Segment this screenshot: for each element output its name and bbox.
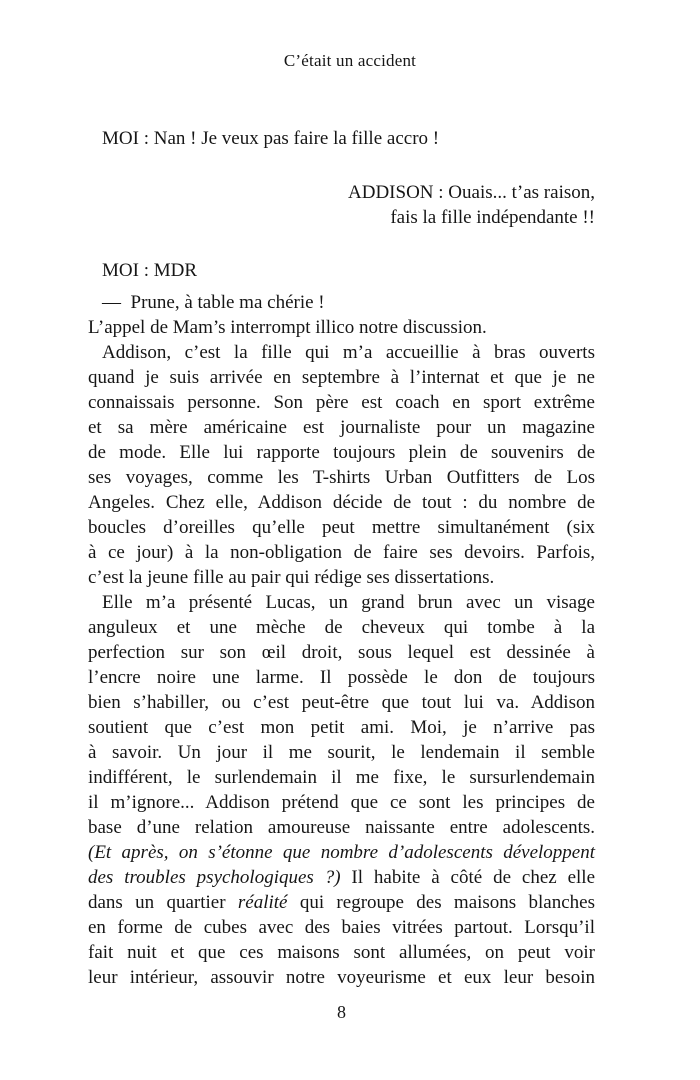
- dialog-addison-line: [88, 180, 595, 205]
- text-segment: à savoir. Un jour il me sourit, le lendemain il semble: [88, 742, 595, 763]
- text-segment: base d’une relation amoureuse naissante entre adolescents.: [88, 817, 595, 838]
- text-segment: leur intérieur, assouvir notre voyeurisme et eux leur besoin: [88, 967, 595, 988]
- narration-lucas-portrait-line: [88, 940, 595, 965]
- narration-addison-portrait-line: [88, 340, 595, 365]
- text-segment: connaissais personne. Son père est coach en sport extrême: [88, 392, 595, 413]
- narration-lucas-portrait-line: [88, 965, 595, 990]
- text-segment: Angeles. Chez elle, Addison décide de tout : du nombre de: [88, 492, 595, 513]
- narration-addison-portrait-line: [88, 490, 595, 515]
- narration-lucas-portrait-line: [88, 615, 595, 640]
- narration-lucas-portrait-line: [88, 840, 595, 865]
- text-segment: et sa mère américaine est journaliste pour un magazine: [88, 417, 595, 438]
- dialog-moi-1-line: [88, 126, 595, 151]
- text-segment: fais la fille indépendante !!: [390, 207, 595, 228]
- text-segment: L’appel de Mam’s interrompt illico notre discussion.: [88, 317, 487, 338]
- text-segment: dans un quartier: [88, 892, 238, 913]
- text-body: [88, 126, 595, 990]
- narration-addison-portrait-line: [88, 365, 595, 390]
- text-segment: bien s’habiller, ou c’est peut-être que tout lui va. Addison: [88, 692, 595, 713]
- text-segment: en forme de cubes avec des baies vitrées partout. Lorsqu’il: [88, 917, 595, 938]
- text-segment: perfection sur son œil droit, sous lequel est dessinée à: [88, 642, 595, 663]
- text-segment: indifférent, le surlendemain il me fixe, le sursurlendemain: [88, 767, 595, 788]
- text-segment: il m’ignore... Addison prétend que ce sont les principes de: [88, 792, 595, 813]
- narration-lucas-portrait: [88, 590, 595, 990]
- text-segment: Elle m’a présenté Lucas, un grand brun avec un visage: [102, 592, 595, 613]
- narration-lucas-portrait-line: [88, 915, 595, 940]
- narration-lucas-portrait-line: [88, 590, 595, 615]
- text-segment: à ce jour) à la non-obligation de faire ses devoirs. Parfois,: [88, 542, 595, 563]
- narration-lucas-portrait-line: [88, 815, 595, 840]
- narration-addison-portrait-line: [88, 465, 595, 490]
- text-segment: fait nuit et que ces maisons sont allumées, on peut voir: [88, 942, 595, 963]
- narration-lucas-portrait-line: [88, 865, 595, 890]
- text-segment: MOI : Nan ! Je veux pas faire la fille accro !: [102, 128, 440, 149]
- dialog-addison: [88, 180, 595, 230]
- narration-lucas-portrait-line: [88, 690, 595, 715]
- text-segment: anguleux et une mèche de cheveux qui tombe à la: [88, 617, 595, 638]
- italic-text: des troubles psychologiques ?): [88, 867, 341, 888]
- dialog-dash-prune-line: [88, 290, 595, 315]
- narration-lucas-portrait-line: [88, 740, 595, 765]
- text-segment: ses voyages, comme les T-shirts Urban Outfitters de Los: [88, 467, 595, 488]
- dialog-moi-1: [88, 126, 595, 151]
- italic-text: réalité: [237, 892, 288, 913]
- narration-lucas-portrait-line: [88, 890, 595, 915]
- dialog-moi-2-line: [88, 258, 595, 283]
- narration-appel-line: [88, 315, 595, 340]
- narration-appel: [88, 315, 595, 340]
- narration-lucas-portrait-line: [88, 715, 595, 740]
- page-number: 8: [337, 1002, 346, 1022]
- text-segment: soutient que c’est mon petit ami. Moi, je n’arrive pas: [88, 717, 595, 738]
- text-segment: — Prune, à table ma chérie !: [102, 292, 325, 313]
- running-head: C’était un accident: [283, 51, 417, 70]
- text-segment: l’encre noire une larme. Il possède le don de toujours: [88, 667, 595, 688]
- text-segment: Addison, c’est la fille qui m’a accueillie à bras ouverts: [102, 342, 595, 363]
- narration-addison-portrait-line: [88, 515, 595, 540]
- narration-lucas-portrait-line: [88, 765, 595, 790]
- dialog-dash-prune: [88, 290, 595, 315]
- narration-addison-portrait-line: [88, 540, 595, 565]
- text-segment: quand je suis arrivée en septembre à l’internat et que je ne: [88, 367, 595, 388]
- narration-addison-portrait-line: [88, 440, 595, 465]
- text-segment: boucles d’oreilles qu’elle peut mettre simultanément (six: [88, 517, 595, 538]
- text-segment: c’est la jeune fille au pair qui rédige ses dissertations.: [88, 567, 495, 588]
- narration-lucas-portrait-line: [88, 665, 595, 690]
- narration-addison-portrait-line: [88, 390, 595, 415]
- narration-lucas-portrait-line: [88, 790, 595, 815]
- text-segment: ADDISON : Ouais... t’as raison,: [348, 182, 595, 203]
- italic-text: (Et après, on s’étonne que nombre d’adolescents développent: [88, 842, 595, 863]
- narration-addison-portrait: [88, 340, 595, 590]
- narration-addison-portrait-line: [88, 565, 595, 590]
- text-segment: Il habite à côté de chez elle: [340, 867, 595, 888]
- narration-addison-portrait-line: [88, 415, 595, 440]
- text-segment: de mode. Elle lui rapporte toujours plein de souvenirs de: [88, 442, 595, 463]
- dialog-addison-line: [88, 205, 595, 230]
- dialog-moi-2: [88, 258, 595, 283]
- text-segment: MOI : MDR: [102, 260, 198, 281]
- narration-lucas-portrait-line: [88, 640, 595, 665]
- text-segment: qui regroupe des maisons blanches: [287, 892, 595, 913]
